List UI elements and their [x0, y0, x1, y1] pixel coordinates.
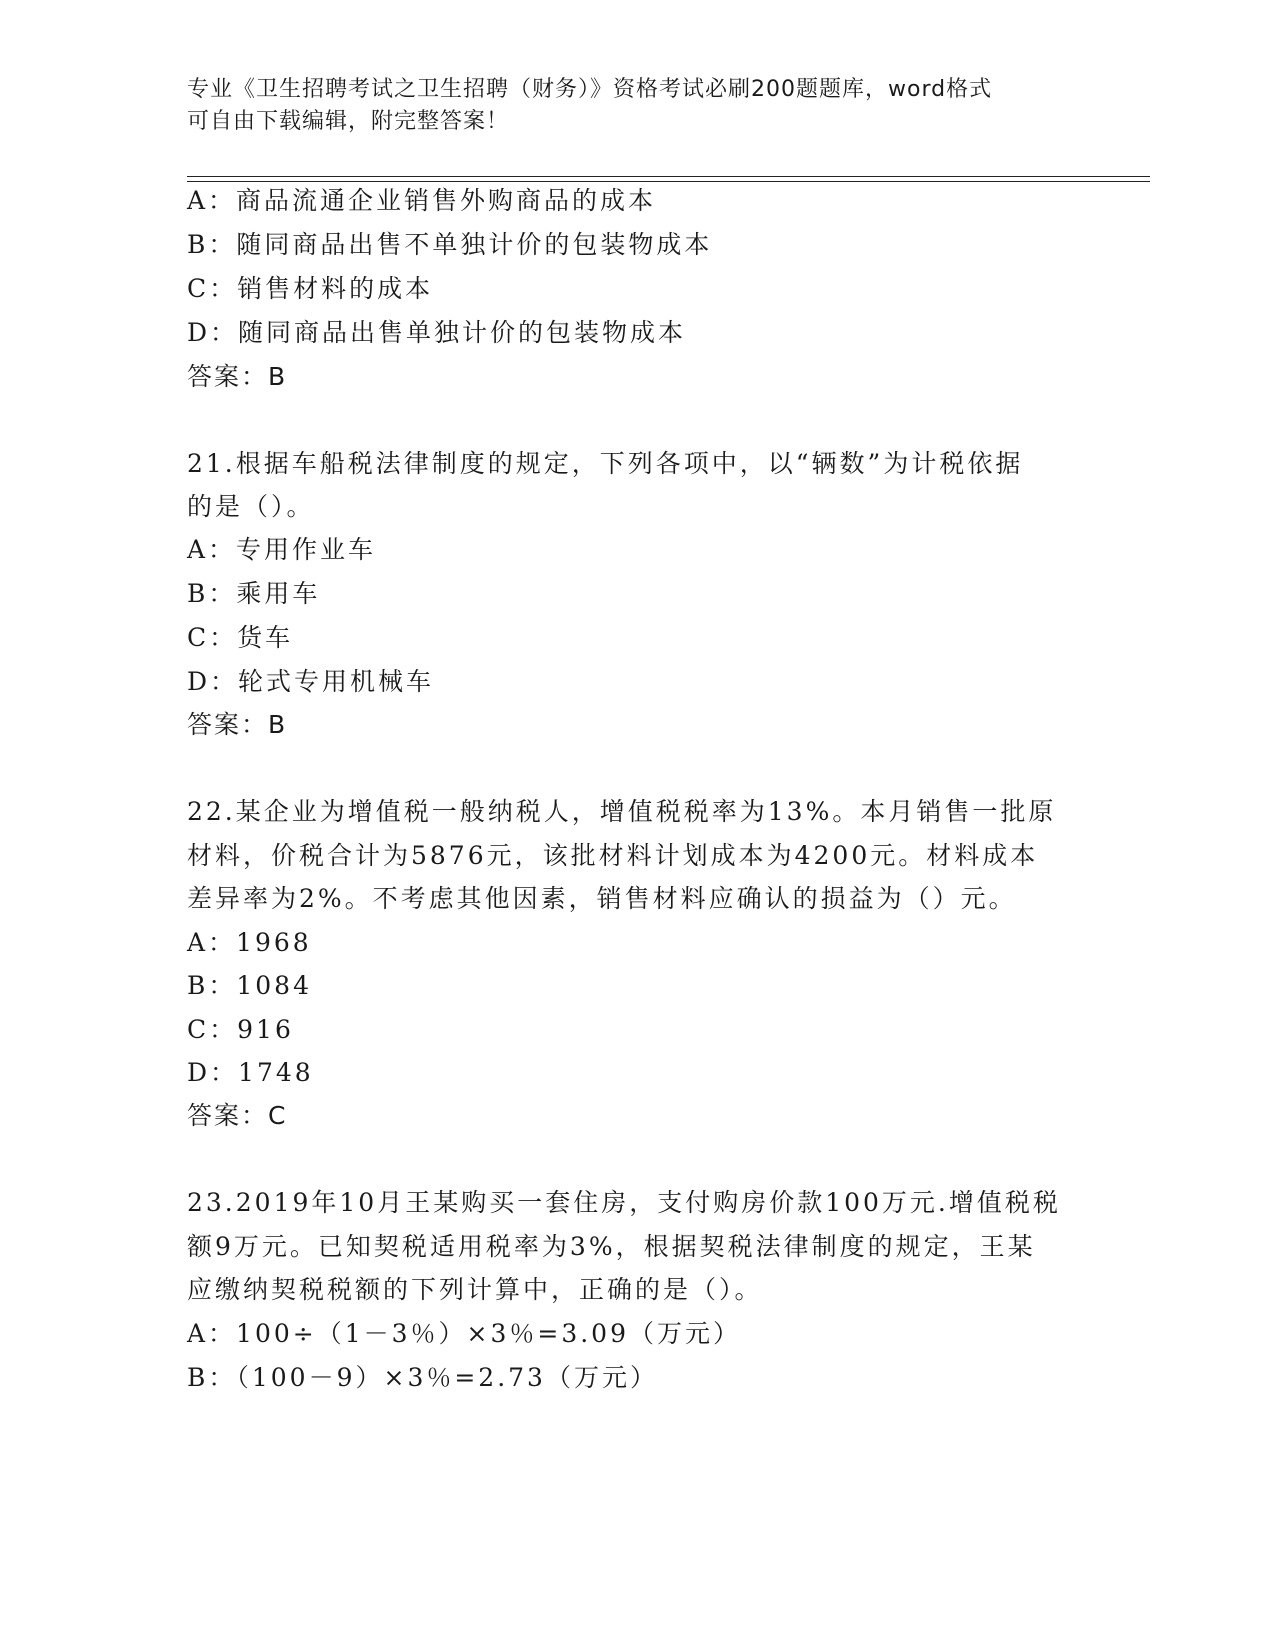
q22-stem-line-2: 材料，价税合计为5876元，该批材料计划成本为4200元。材料成本 — [187, 841, 1039, 870]
q22-option-a: A：1968 — [187, 928, 312, 957]
header-line-1: 专业《卫生招聘考试之卫生招聘（财务）》资格考试必刷200题题库，word格式 — [187, 77, 993, 102]
header-divider-top — [187, 176, 1150, 177]
q22-stem-line-1: 22.某企业为增值税一般纳税人，增值税税率为13%。本月销售一批原 — [187, 797, 1057, 826]
q22-option-b: B：1084 — [187, 971, 312, 1000]
q23-stem-line-1: 23.2019年10月王某购买一套住房，支付购房价款100万元.增值税税 — [187, 1188, 1061, 1217]
q22-stem-line-3: 差异率为2%。不考虑其他因素，销售材料应确认的损益为（）元。 — [187, 884, 1017, 913]
q21-stem-line-2: 的是（）。 — [187, 492, 315, 521]
q23-stem-line-3: 应缴纳契税税额的下列计算中，正确的是（）。 — [187, 1275, 763, 1304]
q21-stem-line-1: 21.根据车船税法律制度的规定，下列各项中，以“辆数”为计税依据 — [187, 449, 1024, 478]
header-line-2: 可自由下载编辑，附完整答案！ — [187, 109, 510, 134]
header-divider-bottom — [187, 181, 1150, 182]
prev-option-c: C：销售材料的成本 — [187, 274, 434, 303]
q23-option-b: B：（100－9）×3％=2.73（万元） — [187, 1363, 658, 1392]
prev-answer: 答案：B — [187, 362, 288, 391]
q21-option-d: D：轮式专用机械车 — [187, 667, 435, 696]
q22-option-d: D：1748 — [187, 1058, 314, 1087]
q22-option-c: C：916 — [187, 1015, 294, 1044]
q22-answer: 答案：C — [187, 1101, 288, 1130]
document-header — [187, 74, 1087, 138]
q21-option-c: C：货车 — [187, 623, 294, 652]
q21-option-a: A：专用作业车 — [187, 535, 377, 564]
q21-option-b: B：乘用车 — [187, 579, 321, 608]
prev-option-d: D：随同商品出售单独计价的包装物成本 — [187, 318, 687, 347]
prev-option-a: A：商品流通企业销售外购商品的成本 — [187, 186, 657, 215]
q21-answer: 答案：B — [187, 710, 288, 739]
q23-option-a: A：100÷（1－3％）×3％=3.09（万元） — [187, 1319, 741, 1348]
prev-option-b: B：随同商品出售不单独计价的包装物成本 — [187, 230, 713, 259]
q23-stem-line-2: 额9万元。已知契税适用税率为3%，根据契税法律制度的规定，王某 — [187, 1232, 1036, 1261]
